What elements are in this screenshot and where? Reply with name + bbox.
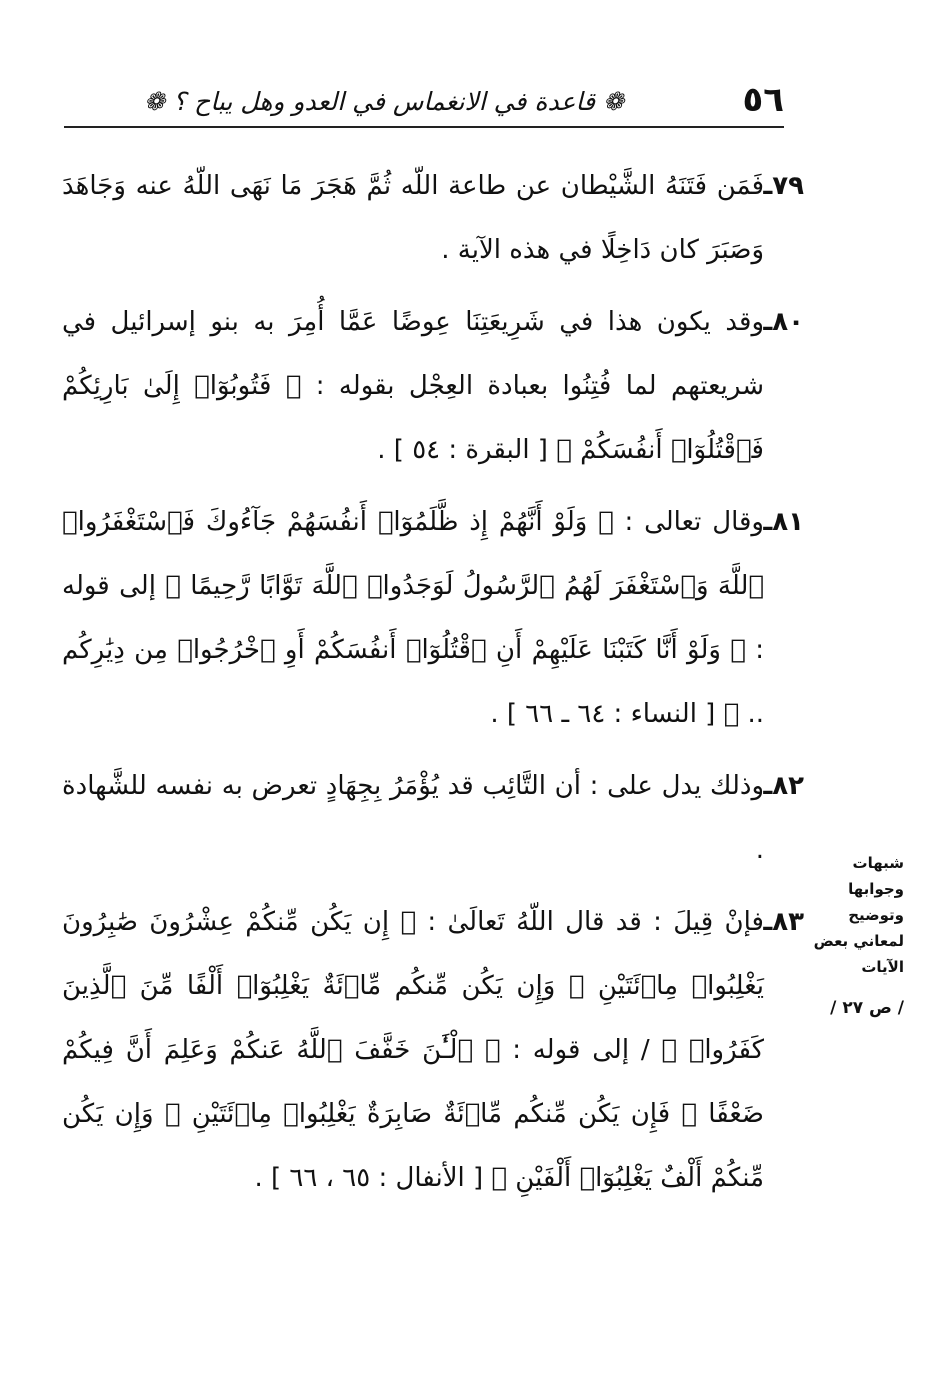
margin-note-line: شبهات xyxy=(852,854,904,872)
margin-note-line: وجوابها xyxy=(848,880,904,898)
paragraph-text: وذلك يدل على : أن التَّائِب قد يُؤْمَرُ بِجِهَادٍ تعرض به نفسه للشَّهادة . xyxy=(62,771,764,865)
paragraph-number: ٨٠ـ xyxy=(763,307,804,337)
paragraph-number: ٨٢ـ xyxy=(763,771,804,801)
paragraph-text: وقال تعالى : ﴿ وَلَوْ أَنَّهُمْ إِذ ظَّلَمُوٓا۟ أَنفُسَهُمْ جَآءُوكَ فَٱسْتَغْفَرُوا۟ ٱللَّهَ وَٱسْتَغْفَرَ لَهُمُ ٱلرَّسُولُ لَوَجَدُوا۟ ٱللَّهَ تَوَّابًا رَّحِيمًا ﴾ إلى قوله : ﴿ وَلَوْ أَنَّا كَتَبْنَا عَلَيْهِمْ أَنِ ٱقْتُلُوٓا۟ أَنفُسَكُمْ أَوِ ٱخْرُجُوا۟ مِن دِيَٰرِكُم .. ﴾ [ النساء : ٦٤ ـ ٦٦ ] . xyxy=(62,507,764,729)
paragraph-text: فإنْ قِيلَ : قد قال اللّهُ تَعالَىٰ : ﴿ إِن يَكُن مِّنكُمْ عِشْرُونَ صَٰبِرُونَ يَغْلِبُوا۟ مِا۟ئَتَيْنِ ۚ وَإِن يَكُن مِّنكُم مِّا۟ئَةٌ يَغْلِبُوٓا۟ أَلْفًا مِّنَ ٱلَّذِينَ كَفَرُوا۟ ﴾ / إلى قوله : ﴿ ٱلْـَٰٔنَ خَفَّفَ ٱللَّهُ عَنكُمْ وَعَلِمَ أَنَّ فِيكُمْ ضَعْفًا ۚ فَإِن يَكُن مِّنكُم مِّا۟ئَةٌ صَابِرَةٌ يَغْلِبُوا۟ مِا۟ئَتَيْنِ ۚ وَإِن يَكُن مِّنكُمْ أَلْفٌ يَغْلِبُوٓا۟ أَلْفَيْنِ ﴾ [ الأنفال : ٦٥ ، ٦٦ ] . xyxy=(62,907,764,1193)
margin-note-line: الآيات xyxy=(861,958,904,976)
page-number: ٥٦ xyxy=(742,80,784,120)
paragraph-number: ٨٣ـ xyxy=(763,907,804,937)
running-title: ❁ قاعدة في الانغماس في العدو وهل يباح ؟ ❁ xyxy=(143,87,624,116)
paragraph-text: وقد يكون هذا في شَرِيعَتِنَا عِوضًا عَمَّا أُمِرَ به بنو إسرائيل في شريعتهم لما فُتِنُوا بعبادة العِجْل بقوله : ﴿ فَتُوبُوٓا۟ إِلَىٰ بَارِئِكُمْ فَٱقْتُلُوٓا۟ أَنفُسَكُمْ ﴾ [ البقرة : ٥٤ ] . xyxy=(62,307,764,465)
margin-note xyxy=(806,850,904,980)
paragraph-number: ٧٩ـ xyxy=(763,171,804,201)
page-header xyxy=(64,78,784,126)
body-text xyxy=(62,154,804,1218)
margin-note-line: لمعاني بعض xyxy=(813,932,904,950)
margin-note-line: وتوضيح xyxy=(848,906,904,924)
paragraph-83 xyxy=(62,890,804,1210)
paragraph-number: ٨١ـ xyxy=(763,507,804,537)
paragraph-80 xyxy=(62,290,804,482)
paragraph-81 xyxy=(62,490,804,746)
margin-page-ref: / ص ٢٧ / xyxy=(830,998,904,1018)
paragraph-79 xyxy=(62,154,804,282)
paragraph-text: فَمَن فَتَنَهُ الشَّيْطان عن طاعة اللّه ثُمَّ هَجَرَ مَا نَهَى اللّهُ عنه وَجَاهَدَ وَصَبَرَ كان دَاخِلًا في هذه الآية . xyxy=(62,171,764,265)
header-rule xyxy=(64,126,784,128)
paragraph-82 xyxy=(62,754,804,882)
